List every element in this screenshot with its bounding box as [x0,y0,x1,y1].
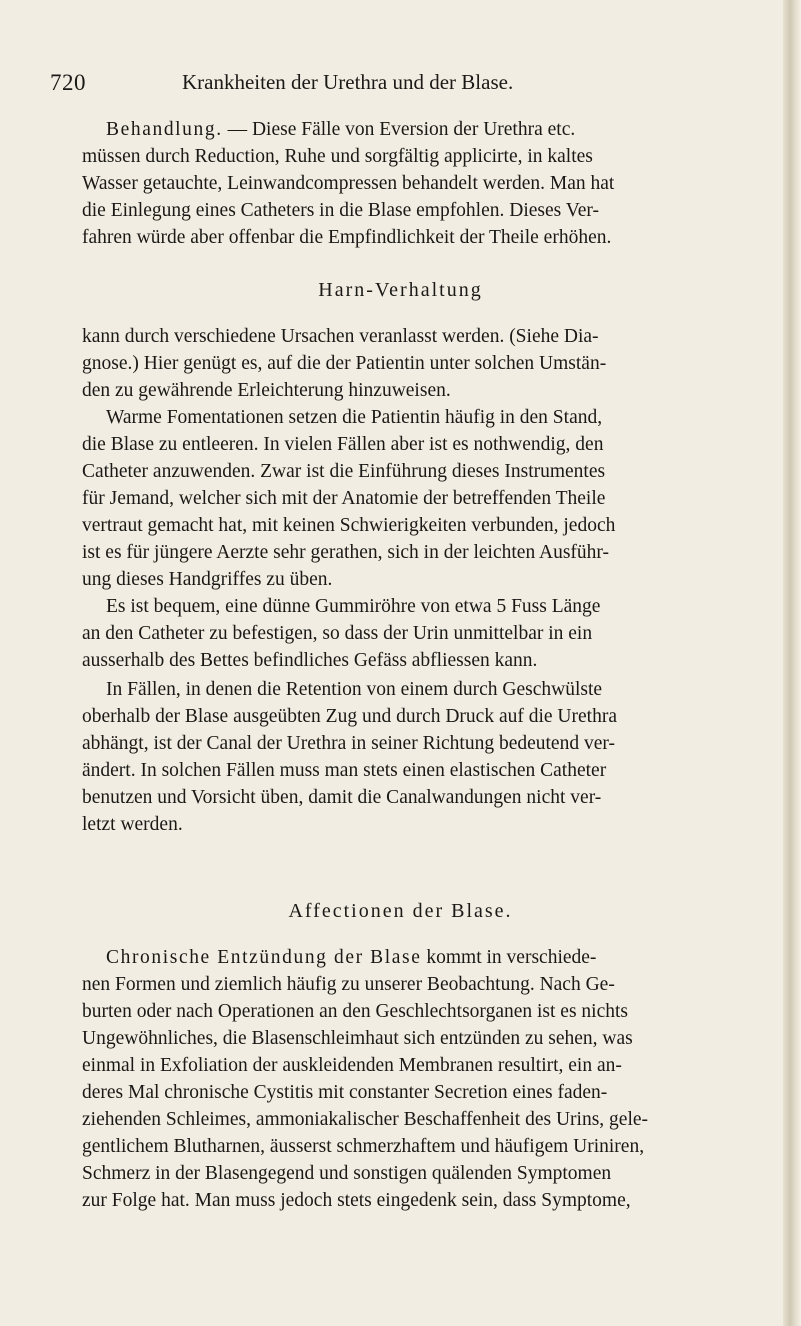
text-line: In Fällen, in denen die Retention von einem durch Geschwülste [106,679,603,700]
text-line: ausserhalb des Bettes befindliches Gefäss abfliessen kann. [82,650,538,671]
text-line: Warme Fomentationen setzen die Patientin häufig in den Stand, [106,407,603,428]
text-line: ist es für jüngere Aerzte sehr gerathen, sich in der leichten Ausführ- [82,542,610,563]
running-head: Krankheiten der Urethra und der Blase. [182,70,514,94]
section-lead-chronische-entzuendung: Chronische Entzündung der Blase [106,947,422,968]
text-line: oberhalb der Blase ausgeübten Zug und durch Druck auf die Urethra [82,706,617,727]
text-line: Ungewöhnliches, die Blasenschleimhaut sich entzünden zu sehen, was [82,1028,633,1049]
text-line: die Blase zu entleeren. In vielen Fällen aber ist es nothwendig, den [82,434,604,455]
text-line: deres Mal chronische Cystitis mit constanter Secretion eines faden- [82,1082,608,1103]
text-line: ändert. In solchen Fällen muss man stets einen elastischen Catheter [82,760,607,781]
text-line: burten oder nach Operationen an den Geschlechtsorganen ist es nichts [82,1001,628,1022]
text-line: den zu gewährende Erleichterung hinzuweisen. [82,380,451,401]
text-line: fahren würde aber offenbar die Empfindlichkeit der Theile erhöhen. [82,227,612,248]
section-lead-behandlung: Behandlung. [106,119,223,140]
text-line: gnose.) Hier genügt es, auf die der Patientin unter solchen Umstän- [82,353,607,374]
text-line: Es ist bequem, eine dünne Gummiröhre von etwa 5 Fuss Länge [106,596,601,617]
text-line: Catheter anzuwenden. Zwar ist die Einführung dieses Instrumentes [82,461,606,482]
text-line: benutzen und Vorsicht üben, damit die Canalwandungen nicht ver- [82,787,602,808]
text-line: Schmerz in der Blasengegend und sonstigen quälenden Symptomen [82,1163,612,1184]
section-heading-harn-verhaltung: Harn-Verhaltung [318,279,483,301]
paragraph-harn-3 [82,593,722,674]
paragraph-affectionen [82,944,722,1214]
paragraph-harn-1 [82,323,722,404]
text-line: für Jemand, welcher sich mit der Anatomie der betreffenden Theile [82,488,606,509]
text-line: ung dieses Handgriffes zu üben. [82,569,333,590]
text-line: die Einlegung eines Catheters in die Blase empfohlen. Dieses Ver- [82,200,599,221]
paragraph-harn-4 [82,676,722,838]
page-number: 720 [50,70,86,95]
text-line: kann durch verschiedene Ursachen veranlasst werden. (Siehe Dia- [82,326,599,347]
text-line: gentlichem Blutharnen, äusserst schmerzhaftem und häufigem Uriniren, [82,1136,645,1157]
paragraph-harn-2 [82,404,722,593]
text-line: — Diese Fälle von Eversion der Urethra etc. [222,119,576,140]
text-line: vertraut gemacht hat, mit keinen Schwierigkeiten verbunden, jedoch [82,515,616,536]
text-line: kommt in verschiede- [421,947,597,968]
text-line: zur Folge hat. Man muss jedoch stets eingedenk sein, dass Symptome, [82,1190,631,1211]
text-line: einmal in Exfoliation der auskleidenden Membranen resultirt, ein an- [82,1055,622,1076]
text-line: letzt werden. [82,814,183,835]
page-header [50,70,750,100]
page-edge-shadow [783,0,801,1326]
text-line: Wasser getauchte, Leinwandcompressen behandelt werden. Man hat [82,173,615,194]
text-line: an den Catheter zu befestigen, so dass der Urin unmittelbar in ein [82,623,593,644]
text-line: abhängt, ist der Canal der Urethra in seiner Richtung bedeutend ver- [82,733,615,754]
section-heading-affectionen: Affectionen der Blase. [288,900,513,922]
text-line: müssen durch Reduction, Ruhe und sorgfältig applicirte, in kaltes [82,146,593,167]
text-line: nen Formen und ziemlich häufig zu unserer Beobachtung. Nach Ge- [82,974,615,995]
paragraph-behandlung [82,116,722,251]
text-line: ziehenden Schleimes, ammoniakalischer Beschaffenheit des Urins, gele- [82,1109,649,1130]
